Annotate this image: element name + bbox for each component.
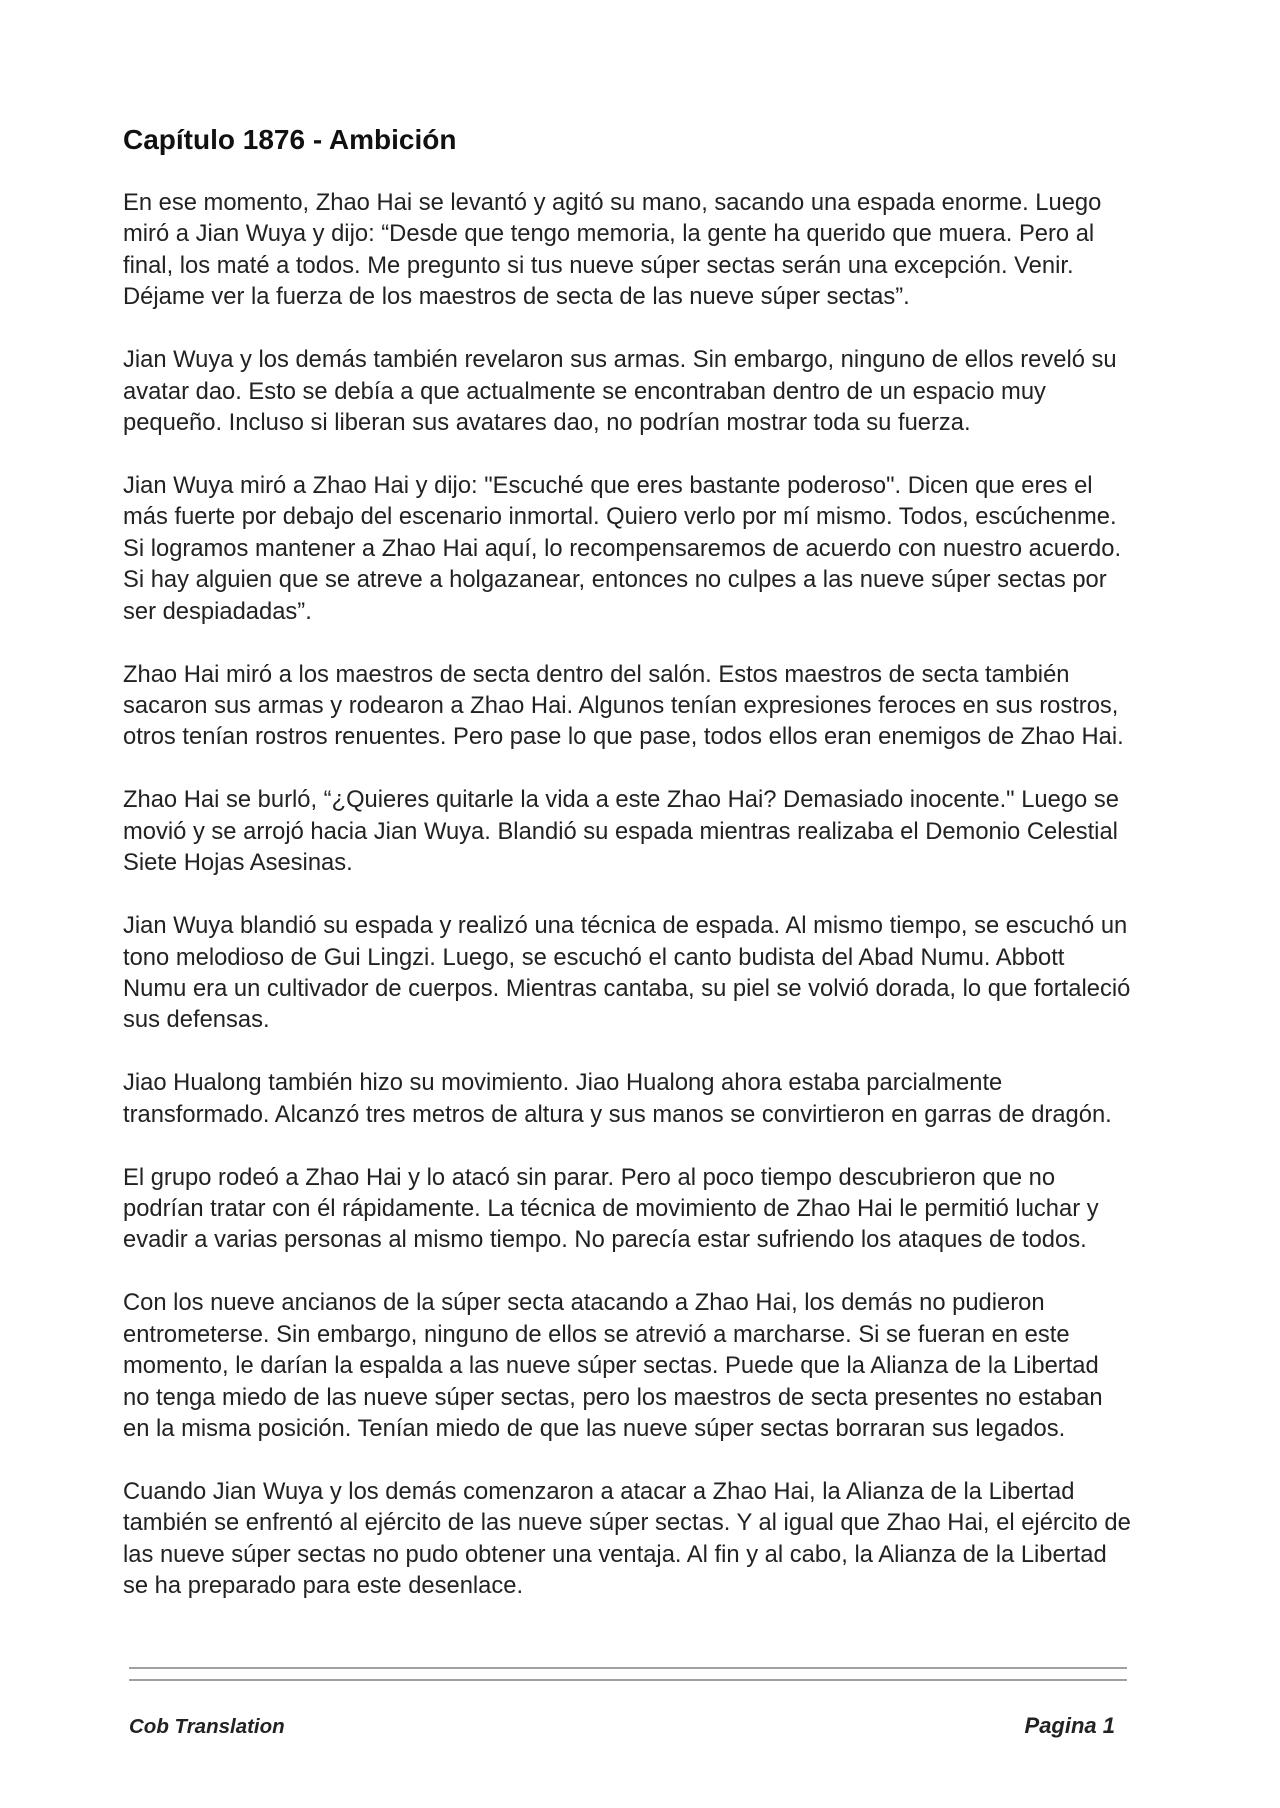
- paragraph-line: otros tenían rostros renuentes. Pero pase lo que pase, todos ellos eran enemigos de Zhao Hai.: [123, 723, 1124, 751]
- paragraph-line: podrían tratar con él rápidamente. La técnica de movimiento de Zhao Hai le permitió luchar y: [123, 1195, 1099, 1222]
- paragraph-line: se ha preparado para este desenlace.: [123, 1572, 524, 1600]
- paragraph-line: Siete Hojas Asesinas.: [123, 849, 353, 877]
- paragraph: [123, 1067, 1163, 1130]
- paragraph: [123, 659, 1163, 753]
- footer-divider-top: [129, 1667, 1127, 1669]
- paragraph-line: movió y se arrojó hacia Jian Wuya. Blandió su espada mientras realizaba el Demonio Celestial: [123, 817, 1118, 845]
- paragraph-line: evadir a varias personas al mismo tiempo. No parecía estar sufriendo los ataques de todos.: [123, 1226, 1087, 1254]
- paragraph-line: Si logramos mantener a Zhao Hai aquí, lo recompensaremos de acuerdo con nuestro acuerdo.: [123, 534, 1122, 562]
- footer-page-number: Pagina 1: [1024, 1713, 1115, 1738]
- paragraph-line: miró a Jian Wuya y dijo: “Desde que tengo memoria, la gente ha querido que muera. Pero al: [123, 220, 1095, 248]
- paragraph-line: Con los nueve ancianos de la súper secta atacando a Zhao Hai, los demás no pudieron: [123, 1289, 1045, 1317]
- paragraph-line: no tenga miedo de las nueve súper sectas, pero los maestros de secta presentes no estaban: [123, 1383, 1103, 1411]
- paragraph-line: final, los maté a todos. Me pregunto si tus nueve súper sectas serán una excepción. Venir.: [123, 251, 1074, 279]
- paragraph-line: ser despiadadas”.: [123, 597, 312, 625]
- paragraph-line: Numu era un cultivador de cuerpos. Mientras cantaba, su piel se volvió dorada, lo que fortaleció: [123, 974, 1131, 1002]
- paragraph-line: tono melodioso de Gui Lingzi. Luego, se escuchó el canto budista del Abad Numu. Abbott: [123, 943, 1065, 971]
- chapter-title: Capítulo 1876 - Ambición: [123, 124, 457, 155]
- paragraph-line: Jiao Hualong también hizo su movimiento. Jiao Hualong ahora estaba parcialmente: [123, 1069, 1003, 1097]
- paragraph-line: más fuerte por debajo del escenario inmortal. Quiero verlo por mí mismo. Todos, escúchenme.: [123, 503, 1117, 531]
- paragraph-line: El grupo rodeó a Zhao Hai y lo atacó sin parar. Pero al poco tiempo descubrieron que no: [123, 1163, 1056, 1191]
- paragraph-line: Zhao Hai se burló, “¿Quieres quitarle la vida a este Zhao Hai? Demasiado inocente." Luego se: [123, 786, 1119, 814]
- paragraph-line: En ese momento, Zhao Hai se levantó y agitó su mano, sacando una espada enorme. Luego: [123, 189, 1102, 216]
- paragraph: [123, 1287, 1163, 1444]
- paragraph-line: sacaron sus armas y rodearon a Zhao Hai. Algunos tenían expresiones feroces en sus rostros,: [123, 692, 1119, 719]
- paragraph-line: entrometerse. Sin embargo, ninguno de ellos se atrevió a marcharse. Si se fueran en este: [123, 1320, 1070, 1348]
- paragraph-line: pequeño. Incluso si liberan sus avatares dao, no podrían mostrar toda su fuerza.: [123, 409, 971, 437]
- paragraph-line: Si hay alguien que se atreve a holgazanear, entonces no culpes a las nueve súper sectas por: [123, 566, 1107, 594]
- paragraph-line: Zhao Hai miró a los maestros de secta dentro del salón. Estos maestros de secta también: [123, 660, 1070, 688]
- chapter-body: [123, 187, 1163, 1633]
- paragraph-line: Déjame ver la fuerza de los maestros de secta de las nueve súper sectas”.: [123, 283, 910, 311]
- paragraph-line: en la misma posición. Tenían miedo de que las nueve súper sectas borraran sus legados.: [123, 1415, 1066, 1443]
- paragraph: [123, 910, 1163, 1036]
- paragraph: [123, 1162, 1163, 1256]
- paragraph-line: Cuando Jian Wuya y los demás comenzaron a atacar a Zhao Hai, la Alianza de la Libertad: [123, 1477, 1075, 1505]
- paragraph-line: también se enfrentó al ejército de las nueve súper sectas. Y al igual que Zhao Hai, el ejército de: [123, 1509, 1131, 1537]
- paragraph: [123, 187, 1163, 313]
- paragraph-line: transformado. Alcanzó tres metros de altura y sus manos se convirtieron en garras de dragón.: [123, 1100, 1112, 1128]
- paragraph: [123, 1476, 1163, 1602]
- paragraph-line: momento, le darían la espalda a las nueve súper sectas. Puede que la Alianza de la Libertad: [123, 1352, 1099, 1380]
- paragraph-line: Jian Wuya blandió su espada y realizó una técnica de espada. Al mismo tiempo, se escuchó un: [123, 912, 1128, 940]
- paragraph: [123, 784, 1163, 878]
- paragraph-line: sus defensas.: [123, 1006, 270, 1034]
- paragraph-line: avatar dao. Esto se debía a que actualmente se encontraban dentro de un espacio muy: [123, 377, 1046, 405]
- paragraph: [123, 470, 1163, 627]
- paragraph-line: las nueve súper sectas no pudo obtener una ventaja. Al fin y al cabo, la Alianza de la Libertad: [123, 1540, 1107, 1568]
- paragraph-line: Jian Wuya miró a Zhao Hai y dijo: "Escuché que eres bastante poderoso". Dicen que eres el: [123, 471, 1093, 499]
- paragraph-line: Jian Wuya y los demás también revelaron sus armas. Sin embargo, ninguno de ellos reveló su: [123, 346, 1117, 374]
- footer-divider-bottom: [129, 1679, 1127, 1681]
- footer-translator-credit: Cob Translation: [129, 1715, 285, 1738]
- paragraph: [123, 344, 1163, 438]
